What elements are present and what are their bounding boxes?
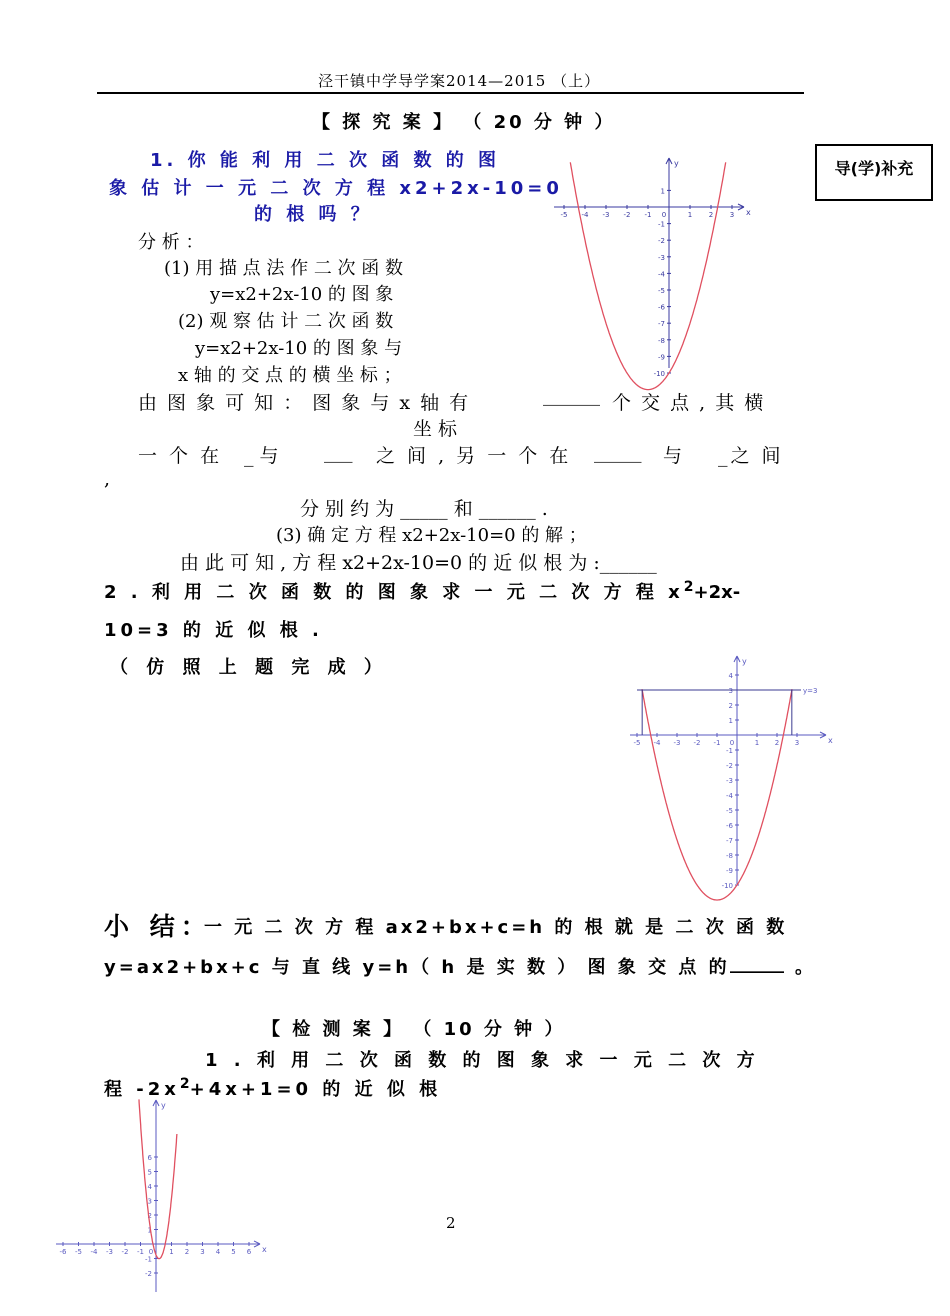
from-graph-text-2: 个 交 点 , 其 横 (612, 392, 766, 414)
q1-line1: 1. 你 能 利 用 二 次 函 数 的 图 (150, 150, 501, 171)
y-tick-label: -10 (721, 882, 733, 890)
y-tick-label: -4 (726, 792, 733, 800)
graph-parabola-2 (622, 652, 832, 888)
graph-parabola-3 (52, 1094, 267, 1294)
x-tick-label: 2 (708, 211, 714, 219)
y-tick-label: -2 (726, 762, 733, 770)
y-tick-label: -8 (726, 852, 733, 860)
explore-heading: 【 探 究 案 】 （ 20 分 钟 ） (312, 112, 616, 133)
and-text: 与 (663, 445, 683, 467)
check-heading: 【 检 测 案 】 （ 10 分 钟 ） (262, 1019, 566, 1040)
y-tick-label: 2 (147, 1212, 152, 1220)
q2-line2: 10=3 的 近 似 根 . (104, 620, 323, 641)
summary-label-text: 小 结 (104, 912, 181, 941)
x-tick-label: 1 (754, 739, 760, 747)
y-tick-label: 1 (147, 1226, 152, 1235)
x-tick-label: -5 (560, 211, 568, 219)
one-root-text: 一 个 在 (138, 445, 223, 467)
x-tick-label: 3 (794, 739, 800, 747)
y-tick-label: 6 (147, 1154, 152, 1162)
graph-parabola-1 (548, 152, 760, 378)
x-tick-label: -5 (633, 739, 641, 747)
q2-exponent: 2 (683, 579, 694, 595)
summary-colon: ： (180, 912, 212, 941)
y-tick-label: -2 (658, 237, 665, 246)
parabola-curve (570, 162, 725, 389)
x-tick-label: -2 (121, 1248, 129, 1256)
x-tick-label: -2 (623, 211, 631, 219)
q1-line2: 象 估 计 一 元 二 次 方 程 x2+2x-10=0 (109, 178, 563, 199)
summary-line2: y=ax2+bx+c 与 直 线 y=h（ h 是 实 数 ） 图 象 交 点 的 (104, 957, 730, 978)
other-root-blank-a[interactable]: _____ (594, 441, 642, 463)
y-tick-label: -9 (726, 867, 733, 875)
x-tick-label: 0 (148, 1248, 154, 1256)
y-tick-label: 3 (728, 687, 733, 695)
x-axis-label: x (828, 736, 833, 745)
y-tick-label: -5 (726, 807, 733, 815)
x-axis-label: x (262, 1245, 267, 1254)
y-tick-label: 1 (728, 717, 733, 725)
check-q1-text: 程 -2x (104, 1079, 180, 1100)
other-root-blank-b[interactable]: _之 间 (718, 445, 784, 467)
x-tick-label: -1 (713, 739, 721, 747)
x-tick-label: -3 (602, 211, 610, 219)
x-tick-label: -1 (137, 1248, 144, 1256)
y-tick-label: 4 (147, 1183, 152, 1191)
parabola-curve (642, 689, 792, 900)
y-tick-label: -7 (658, 320, 665, 329)
check-q1-exponent: 2 (179, 1076, 190, 1092)
approx-values: 分 别 约 为 _____ 和 ______ . (300, 498, 548, 520)
x-axis-label: x (746, 208, 751, 217)
step1-line1: (1) 用 描 点 法 作 二 次 函 数 (164, 258, 403, 279)
supplement-box (815, 144, 933, 201)
analysis-label: 分 析 ： (138, 232, 204, 253)
y-tick-label: -2 (145, 1270, 152, 1278)
x-tick-label: -1 (644, 211, 652, 219)
comma-mark: , (104, 468, 111, 490)
q2-line1-text: 2 . 利 用 二 次 函 数 的 图 象 求 一 元 二 次 方 程 x (104, 582, 684, 603)
y-tick-label: 4 (728, 672, 733, 680)
x-tick-label: -5 (75, 1248, 82, 1256)
q1-line3: 的 根 吗 ？ (254, 204, 373, 225)
x-tick-label: 0 (729, 739, 735, 747)
x-tick-label: 4 (215, 1248, 221, 1256)
supplement-box-label: 导(学)补充 (834, 159, 914, 178)
q2-line1 (104, 578, 740, 604)
x-tick-label: -6 (59, 1248, 67, 1256)
x-tick-label: -3 (673, 739, 681, 747)
y-axis-label: y (674, 159, 679, 168)
x-tick-label: -4 (653, 739, 661, 747)
y-tick-label: 3 (147, 1197, 152, 1206)
x-tick-label: -4 (581, 211, 589, 219)
y-tick-label: -8 (658, 336, 665, 345)
x-tick-label: 3 (729, 211, 735, 219)
x-tick-label: 6 (246, 1248, 252, 1256)
intersection-count-blank[interactable]: ______ (543, 384, 600, 406)
q2-line3: （ 仿 照 上 题 完 成 ） (110, 657, 388, 678)
y-tick-label: -1 (726, 747, 733, 755)
x-tick-label: 1 (169, 1248, 174, 1256)
header-rule (97, 92, 804, 94)
page-header-title: 泾干镇中学导学案2014—2015 （上） (318, 72, 601, 90)
y-tick-label: 1 (660, 187, 665, 196)
y-axis-label: y (742, 657, 747, 666)
y-tick-label: -1 (145, 1255, 152, 1264)
y-tick-label: -7 (726, 837, 733, 845)
x-tick-label: -4 (90, 1248, 98, 1256)
y-tick-label: -3 (726, 777, 733, 785)
x-tick-label: 1 (687, 211, 693, 219)
step2-line2: y=x2+2x-10 的 图 象 与 (195, 338, 403, 359)
step1-line2: y=x2+2x-10 的 图 象 (210, 284, 394, 305)
y-tick-label: -6 (658, 303, 665, 312)
coordinate-text: 坐 标 (413, 418, 458, 440)
y-axis-label: y (161, 1101, 166, 1110)
x-tick-label: 2 (184, 1248, 190, 1256)
summary-line1: 一 元 二 次 方 程 ax2+bx+c=h 的 根 就 是 二 次 函 数 (204, 917, 788, 938)
parabola-curve (139, 1099, 177, 1258)
from-graph-text: 由 图 象 可 知 ： 图 象 与 x 轴 有 (138, 392, 471, 414)
q2-line1-tail: +2x- (693, 582, 741, 603)
check-q1-tail: +4x+1=0 的 近 似 根 (189, 1079, 442, 1100)
y-tick-label: 5 (147, 1168, 152, 1177)
one-root-blank-a[interactable]: _ 与 (244, 445, 279, 467)
y-tick-label: 2 (728, 702, 733, 710)
other-root-text: 之 间 , 另 一 个 在 (376, 445, 572, 467)
one-root-blank-b[interactable]: ___ (324, 441, 353, 463)
conclusion-text: 由 此 可 知 , 方 程 x2+2x-10=0 的 近 似 根 为 :______ (180, 552, 657, 574)
y-tick-label: -1 (658, 220, 665, 229)
summary-label (104, 907, 212, 943)
step2-line3: x 轴 的 交 点 的 横 坐 标 ； (178, 365, 402, 386)
summary-end: 。 (795, 957, 813, 978)
x-tick-label: 5 (231, 1248, 236, 1256)
page-number: 2 (446, 1214, 456, 1232)
step2-line1: (2) 观 察 估 计 二 次 函 数 (178, 311, 394, 332)
line-y3-label: y=3 (803, 687, 818, 695)
check-q1-line1: 1 . 利 用 二 次 函 数 的 图 象 求 一 元 二 次 方 (205, 1050, 760, 1071)
y-tick-label: -5 (658, 287, 665, 295)
x-tick-label: 0 (661, 211, 667, 219)
x-tick-label: 2 (774, 739, 780, 747)
x-tick-label: -3 (106, 1248, 113, 1256)
step3-text: (3) 确 定 方 程 x2+2x-10=0 的 解 ； (276, 525, 587, 546)
x-tick-label: 3 (200, 1248, 205, 1256)
y-tick-label: -10 (653, 370, 665, 378)
y-tick-label: -3 (658, 253, 665, 262)
y-tick-label: -4 (658, 270, 665, 279)
y-tick-label: -9 (658, 353, 665, 362)
x-tick-label: -2 (693, 739, 701, 747)
summary-blank[interactable]: ______ (730, 953, 784, 974)
y-tick-label: -6 (726, 822, 733, 830)
